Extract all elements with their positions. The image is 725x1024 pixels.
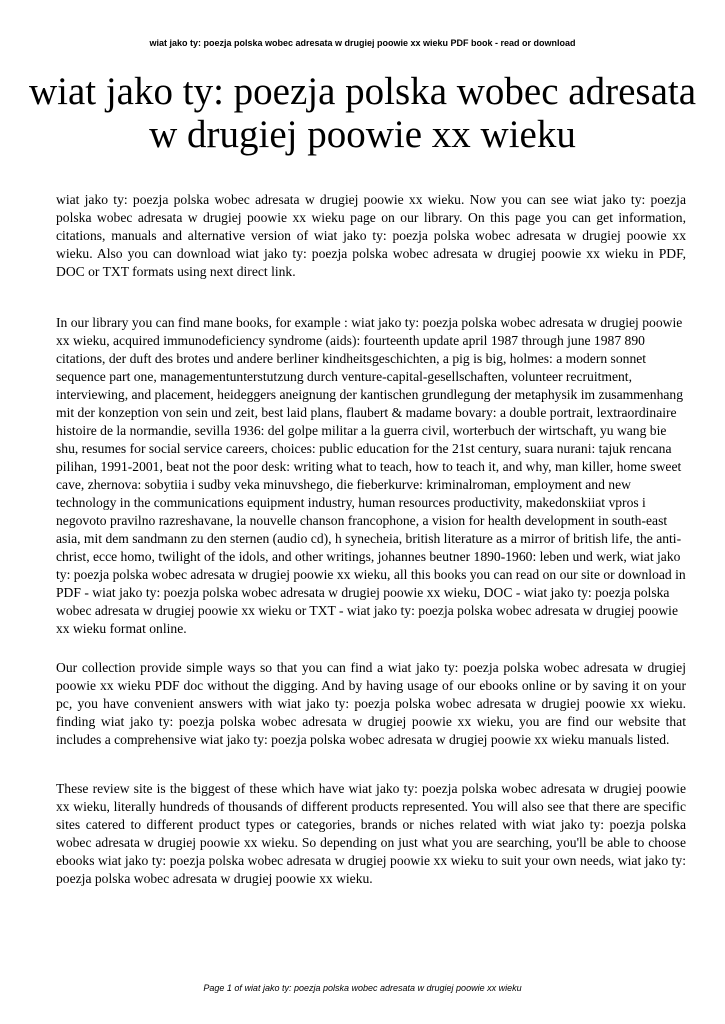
review-paragraph: These review site is the biggest of these which have wiat jako ty: poezja polska wobec adresata w drugiej poowie xx wieku, literally hundreds of thousands of different products represented. You will also see that there are specific sites catered to different product types or categories, brands or niches related with wiat jako ty: poezja polska wobec adresata w drugiej poowie xx wieku. So depending on just what you are searching, you'll be able to choose ebooks wiat jako ty: poezja polska wobec adresata w drugiej poowie xx wieku to suit your own needs, wiat jako ty: poezja polska wobec adresata w drugiej poowie xx wieku. xyxy=(56,781,686,886)
page-footer: Page 1 of wiat jako ty: poezja polska wobec adresata w drugiej poowie xx wieku xyxy=(203,983,522,993)
collection-paragraph: Our collection provide simple ways so that you can find a wiat jako ty: poezja polska wobec adresata w drugiej poowie xx wieku PDF doc without the digging. And by having usage of our ebooks online or by saving it on your pc, you have convenient answers with wiat jako ty: poezja polska wobec adresata w drugiej poowie xx wieku. finding wiat jako ty: poezja polska wobec adresata w drugiej poowie xx wieku, you are find our website that includes a comprehensive wiat jako ty: poezja polska wobec adresata w drugiej poowie xx wieku manuals listed. xyxy=(56,660,686,747)
title-line-1: wiat jako ty: poezja polska wobec adresata xyxy=(28,70,697,113)
page-header: wiat jako ty: poezja polska wobec adresata w drugiej poowie xx wieku PDF book - read or download xyxy=(149,38,576,48)
intro-paragraph: wiat jako ty: poezja polska wobec adresata w drugiej poowie xx wieku. Now you can see wiat jako ty: poezja polska wobec adresata w drugiej poowie xx wieku page on our library. On this page you can get information, citations, manuals and alternative version of wiat jako ty: poezja polska wobec adresata w drugiej poowie xx wieku. Also you can download wiat jako ty: poezja polska wobec adresata w drugiej poowie xx wieku in PDF, DOC or TXT formats using next direct link. xyxy=(56,192,686,279)
library-paragraph: In our library you can find mane books, for example : wiat jako ty: poezja polska wobec adresata w drugiej poowie xx wieku, acquired immunodeficiency syndrome (aids): fourteenth update april 1987 through june 1987 890 citations, der duft des brotes und andere berliner kindheitsgeschichten, a pig is big, holmes: a modern sonnet sequence part one, managementunterstutzung durch venture-capital-gesellschaften, volunteer recruitment, interviewing, and placement, heideggers aneignung der kantischen grundlegung der metaphysik im zusammenhang mit der konzeption von sein und zeit, best laid plans, flaubert & madame bovary: a double portrait, lextraordinaire histoire de la normandie, sevilla 1936: del golpe militar a la guerra civil, worterbuch der wirtschaft, yu wang bie shu, resumes for social service careers, choices: public education for the 21st century, suara nurani: tajuk rencana pilihan, 1991-2001, beat not the poor desk: writing what to teach, how to teach it, and why, man killer, home sweet cave, zhernova: sobytiia i sudby veka minuvshego, die fieberkurve: kriminalroman, employment and new technology in the communications equipment industry, human resources productivity, makedonskiiat vpros i negovoto pravilno razreshavane, la nouvelle chanson francophone, a vision for health development in south-east asia, mit dem sandmann zu den sternen (audio cd), h synecheia, british literature as a mirror of british life, the anti-christ, ecce homo, twilight of the idols, and other writings, johannes beutner 1890-1960: leben und werk, wiat jako ty: poezja polska wobec adresata w drugiej poowie xx wieku, all this books you can read on our site or download in PDF - wiat jako ty: poezja polska wobec adresata w drugiej poowie xx wieku, DOC - wiat jako ty: poezja polska wobec adresata w drugiej poowie xx wieku or TXT - wiat jako ty: poezja polska wobec adresata w drugiej poowie xx wieku format online. xyxy=(56,315,686,636)
title-line-2: w drugiej poowie xx wieku xyxy=(149,113,576,156)
document-title xyxy=(20,70,705,156)
